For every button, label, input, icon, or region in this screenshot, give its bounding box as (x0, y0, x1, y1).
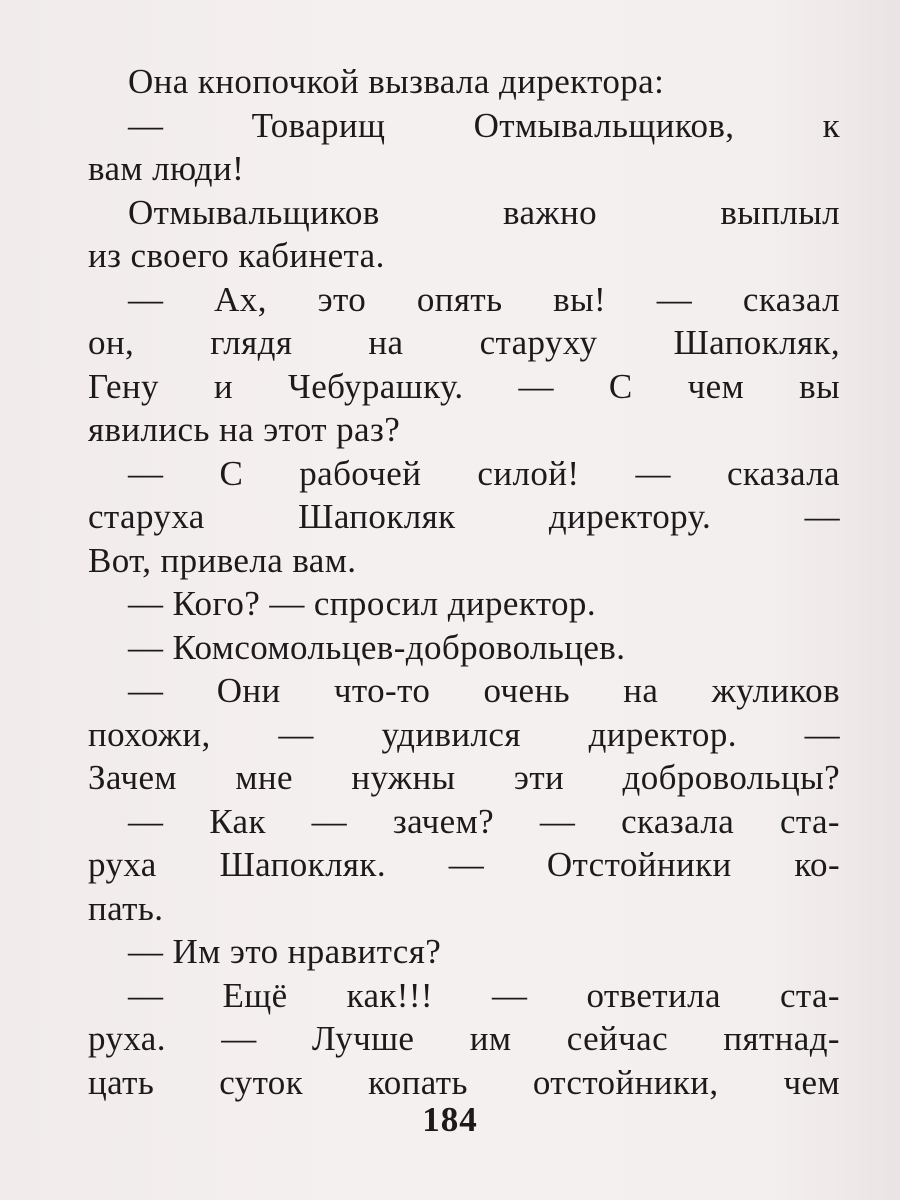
text-line: из своего кабинета. (88, 236, 385, 275)
text-line: — Как — зачем? — сказала ста- (128, 801, 840, 841)
text-line: Отмывальщиков важно выплыл (128, 192, 840, 232)
text-line: — Ах, это опять вы! — сказал (128, 279, 840, 319)
text-line: — Ещё как!!! — ответила ста- (128, 975, 840, 1015)
text-line: он, глядя на старуху Шапокляк, (88, 323, 840, 362)
text-line: Вот, привела вам. (88, 540, 357, 580)
text-line: — Товарищ Отмывальщиков, к (128, 105, 840, 145)
text-line: явились на этот раз? (88, 410, 401, 449)
text-line: руха. — Лучше им сейчас пятнад- (88, 1019, 840, 1058)
text-line: пать. (88, 888, 164, 928)
text-line: вам люди! (88, 149, 245, 188)
text-line: старуха Шапокляк директору. — (88, 497, 840, 536)
text-line: — Им это нравится? (128, 932, 442, 971)
text-line: цать суток копать отстойники, чем (88, 1062, 840, 1102)
text-line: Зачем мне нужны эти добровольцы? (88, 758, 840, 797)
text-line: похожи, — удивился директор. — (88, 714, 840, 754)
text-line: — Комсомольцев-добровольцев. (128, 627, 626, 667)
page-text (88, 60, 840, 1104)
text-line: Гену и Чебурашку. — С чем вы (88, 366, 840, 406)
text-line: — С рабочей силой! — сказала (128, 453, 840, 493)
text-line: — Кого? — спросил директор. (128, 584, 596, 623)
text-line: — Они что-то очень на жуликов (128, 671, 840, 710)
text-line: руха Шапокляк. — Отстойники ко- (88, 845, 840, 884)
text-line: Она кнопочкой вызвала директора: (128, 62, 665, 101)
page-number: 184 (422, 1100, 478, 1139)
